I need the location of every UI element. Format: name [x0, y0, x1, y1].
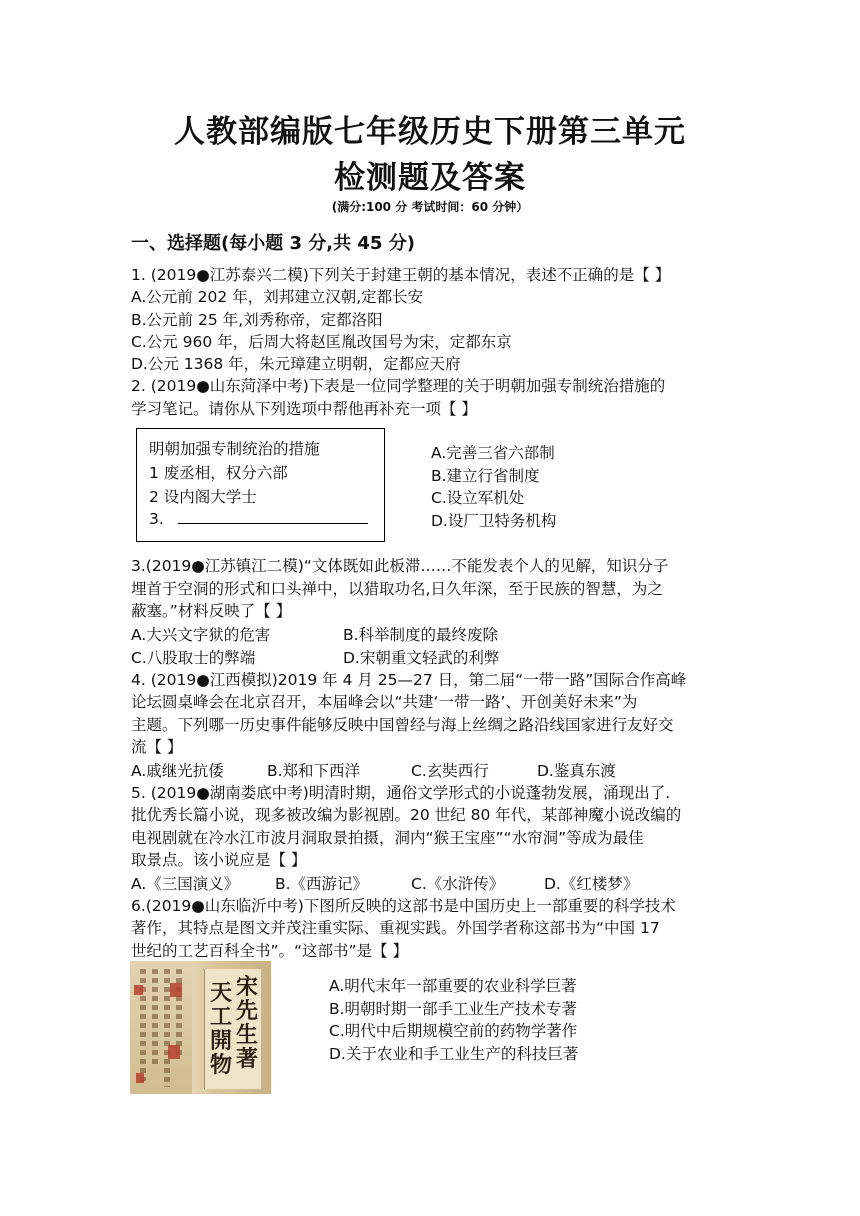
question-4-option-d: D.鉴真东渡	[537, 762, 616, 780]
question-4-option-a: A.戚继光抗倭	[131, 762, 224, 780]
question-5-option-d: D.《红楼梦》	[544, 875, 639, 893]
notes-item-2: 2 设内阁大学士	[149, 488, 257, 506]
page-title: 人教部编版七年级历史下册第三单元	[174, 114, 686, 150]
question-3-option-c: C.八股取士的弊端	[131, 649, 256, 667]
question-6-stem-line1: 6.(2019●山东临沂中考)下图所反映的这部书是中国历史上一部重要的科学技术	[131, 897, 676, 915]
question-4-stem-line3: 主题。下列哪一历史事件能够反映中国曾经与海上丝绸之路沿线国家进行友好交	[131, 716, 674, 734]
question-6-option-d: D.关于农业和手工业生产的科技巨著	[329, 1045, 579, 1063]
question-2-option-b: B.建立行省制度	[431, 467, 540, 485]
question-3-stem-line2: 埋首于空洞的形式和口头禅中，以猎取功名,日久年深，至于民族的智慧，为之	[131, 580, 663, 598]
question-4-option-b: B.郑和下西洋	[267, 762, 361, 780]
book-title-text: 天工開物	[210, 980, 233, 1078]
answer-blank	[178, 509, 368, 524]
score-note: (满分:100 分 考试时间：60 分钟）	[331, 200, 529, 214]
question-3-stem-line3: 蔽塞。”材料反映了【 】	[131, 602, 292, 620]
question-2-stem-line1: 2. (2019●山东菏泽中考)下表是一位同学整理的关于明朝加强专制统治措施的	[131, 377, 666, 395]
question-2-option-d: D.设厂卫特务机构	[431, 512, 557, 530]
section-title: 一、选择题(每小题 3 分,共 45 分)	[131, 233, 415, 254]
question-5-stem-line3: 电视剧就在冷水江市波月洞取景拍摄，洞内“猴王宝座”“水帘洞”等成为最佳	[131, 829, 644, 847]
question-4-stem-line1: 4. (2019●江西模拟)2019 年 4 月 25—27 日，第二届“一带一路”国际合作高峰	[131, 671, 687, 689]
question-5-option-a: A.《三国演义》	[131, 875, 240, 893]
question-1-stem: 1. (2019●江苏泰兴二模)下列关于封建王朝的基本情况，表述不正确的是【 】	[131, 266, 671, 284]
red-seal-stamp	[134, 985, 143, 995]
question-2-option-c: C.设立军机处	[431, 489, 525, 507]
question-3-option-b: B.科举制度的最终废除	[343, 626, 499, 644]
question-5-option-b: B.《西游记》	[275, 875, 369, 893]
book-author-text: 宋先生著	[236, 974, 259, 1072]
question-5-stem-line1: 5. (2019●湖南娄底中考)明清时期，通俗文学形式的小说蓬勃发展，涌现出了.	[131, 784, 671, 802]
question-6-stem-line3: 世纪的工艺百科全书”。“这部书”是【 】	[131, 942, 409, 960]
notes-item-1: 1 废丞相，权分六部	[149, 464, 288, 482]
red-seal-stamp	[136, 1073, 144, 1083]
question-6-option-a: A.明代末年一部重要的农业科学巨著	[329, 977, 577, 995]
question-1-option-c: C.公元 960 年，后周大将赵匡胤改国号为宋，定都东京	[131, 333, 512, 351]
notes-item-3	[149, 509, 368, 528]
red-seal-stamp	[168, 1045, 180, 1059]
calligraphy-column	[152, 969, 158, 1067]
question-1-option-d: D.公元 1368 年，朱元璋建立明朝，定都应天府	[131, 355, 461, 373]
question-6-option-c: C.明代中后期规模空前的药物学著作	[329, 1022, 578, 1040]
notes-table	[136, 428, 385, 542]
tiangong-kaiwu-book-image	[130, 961, 271, 1094]
question-1-option-b: B.公元前 25 年,刘秀称帝，定都洛阳	[131, 311, 383, 329]
question-5-stem-line4: 取景点。该小说应是【 】	[131, 851, 307, 869]
notes-table-title: 明朝加强专制统治的措施	[149, 440, 320, 458]
question-2-option-a: A.完善三省六部制	[431, 444, 555, 462]
question-6-stem-line2: 著作，其特点是图文并茂注重实际、重视实践。外国学者称这部书为“中国 17	[131, 919, 660, 937]
question-4-stem-line2: 论坛圆桌峰会在北京召开，本届峰会以“共建‘一带一路’、开创美好未来”为	[131, 693, 638, 711]
question-5-stem-line2: 批优秀长篇小说，现多被改编为影视剧。20 世纪 80 年代，某部神魔小说改编的	[131, 806, 682, 824]
question-6-option-b: B.明朝时期一部手工业生产技术专著	[329, 1000, 578, 1018]
question-3-stem-line1: 3.(2019●江苏镇江二模)“文体既如此板滞……不能发表个人的见解，知识分子	[131, 557, 669, 575]
question-3-option-a: A.大兴文字狱的危害	[131, 626, 271, 644]
question-5-option-c: C.《水浒传》	[411, 875, 505, 893]
page-subtitle: 检测题及答案	[334, 160, 526, 196]
question-4-option-c: C.玄奘西行	[411, 762, 489, 780]
question-4-stem-line4: 流【 】	[131, 738, 183, 756]
question-1-option-a: A.公元前 202 年，刘邦建立汉朝,定都长安	[131, 288, 424, 306]
question-2-stem-line2: 学习笔记。请你从下列选项中帮他再补充一项【 】	[131, 400, 477, 418]
question-3-option-d: D.宋朝重文轻武的利弊	[343, 649, 500, 667]
red-seal-stamp	[170, 983, 182, 997]
notes-item-3-number: 3.	[149, 510, 164, 528]
